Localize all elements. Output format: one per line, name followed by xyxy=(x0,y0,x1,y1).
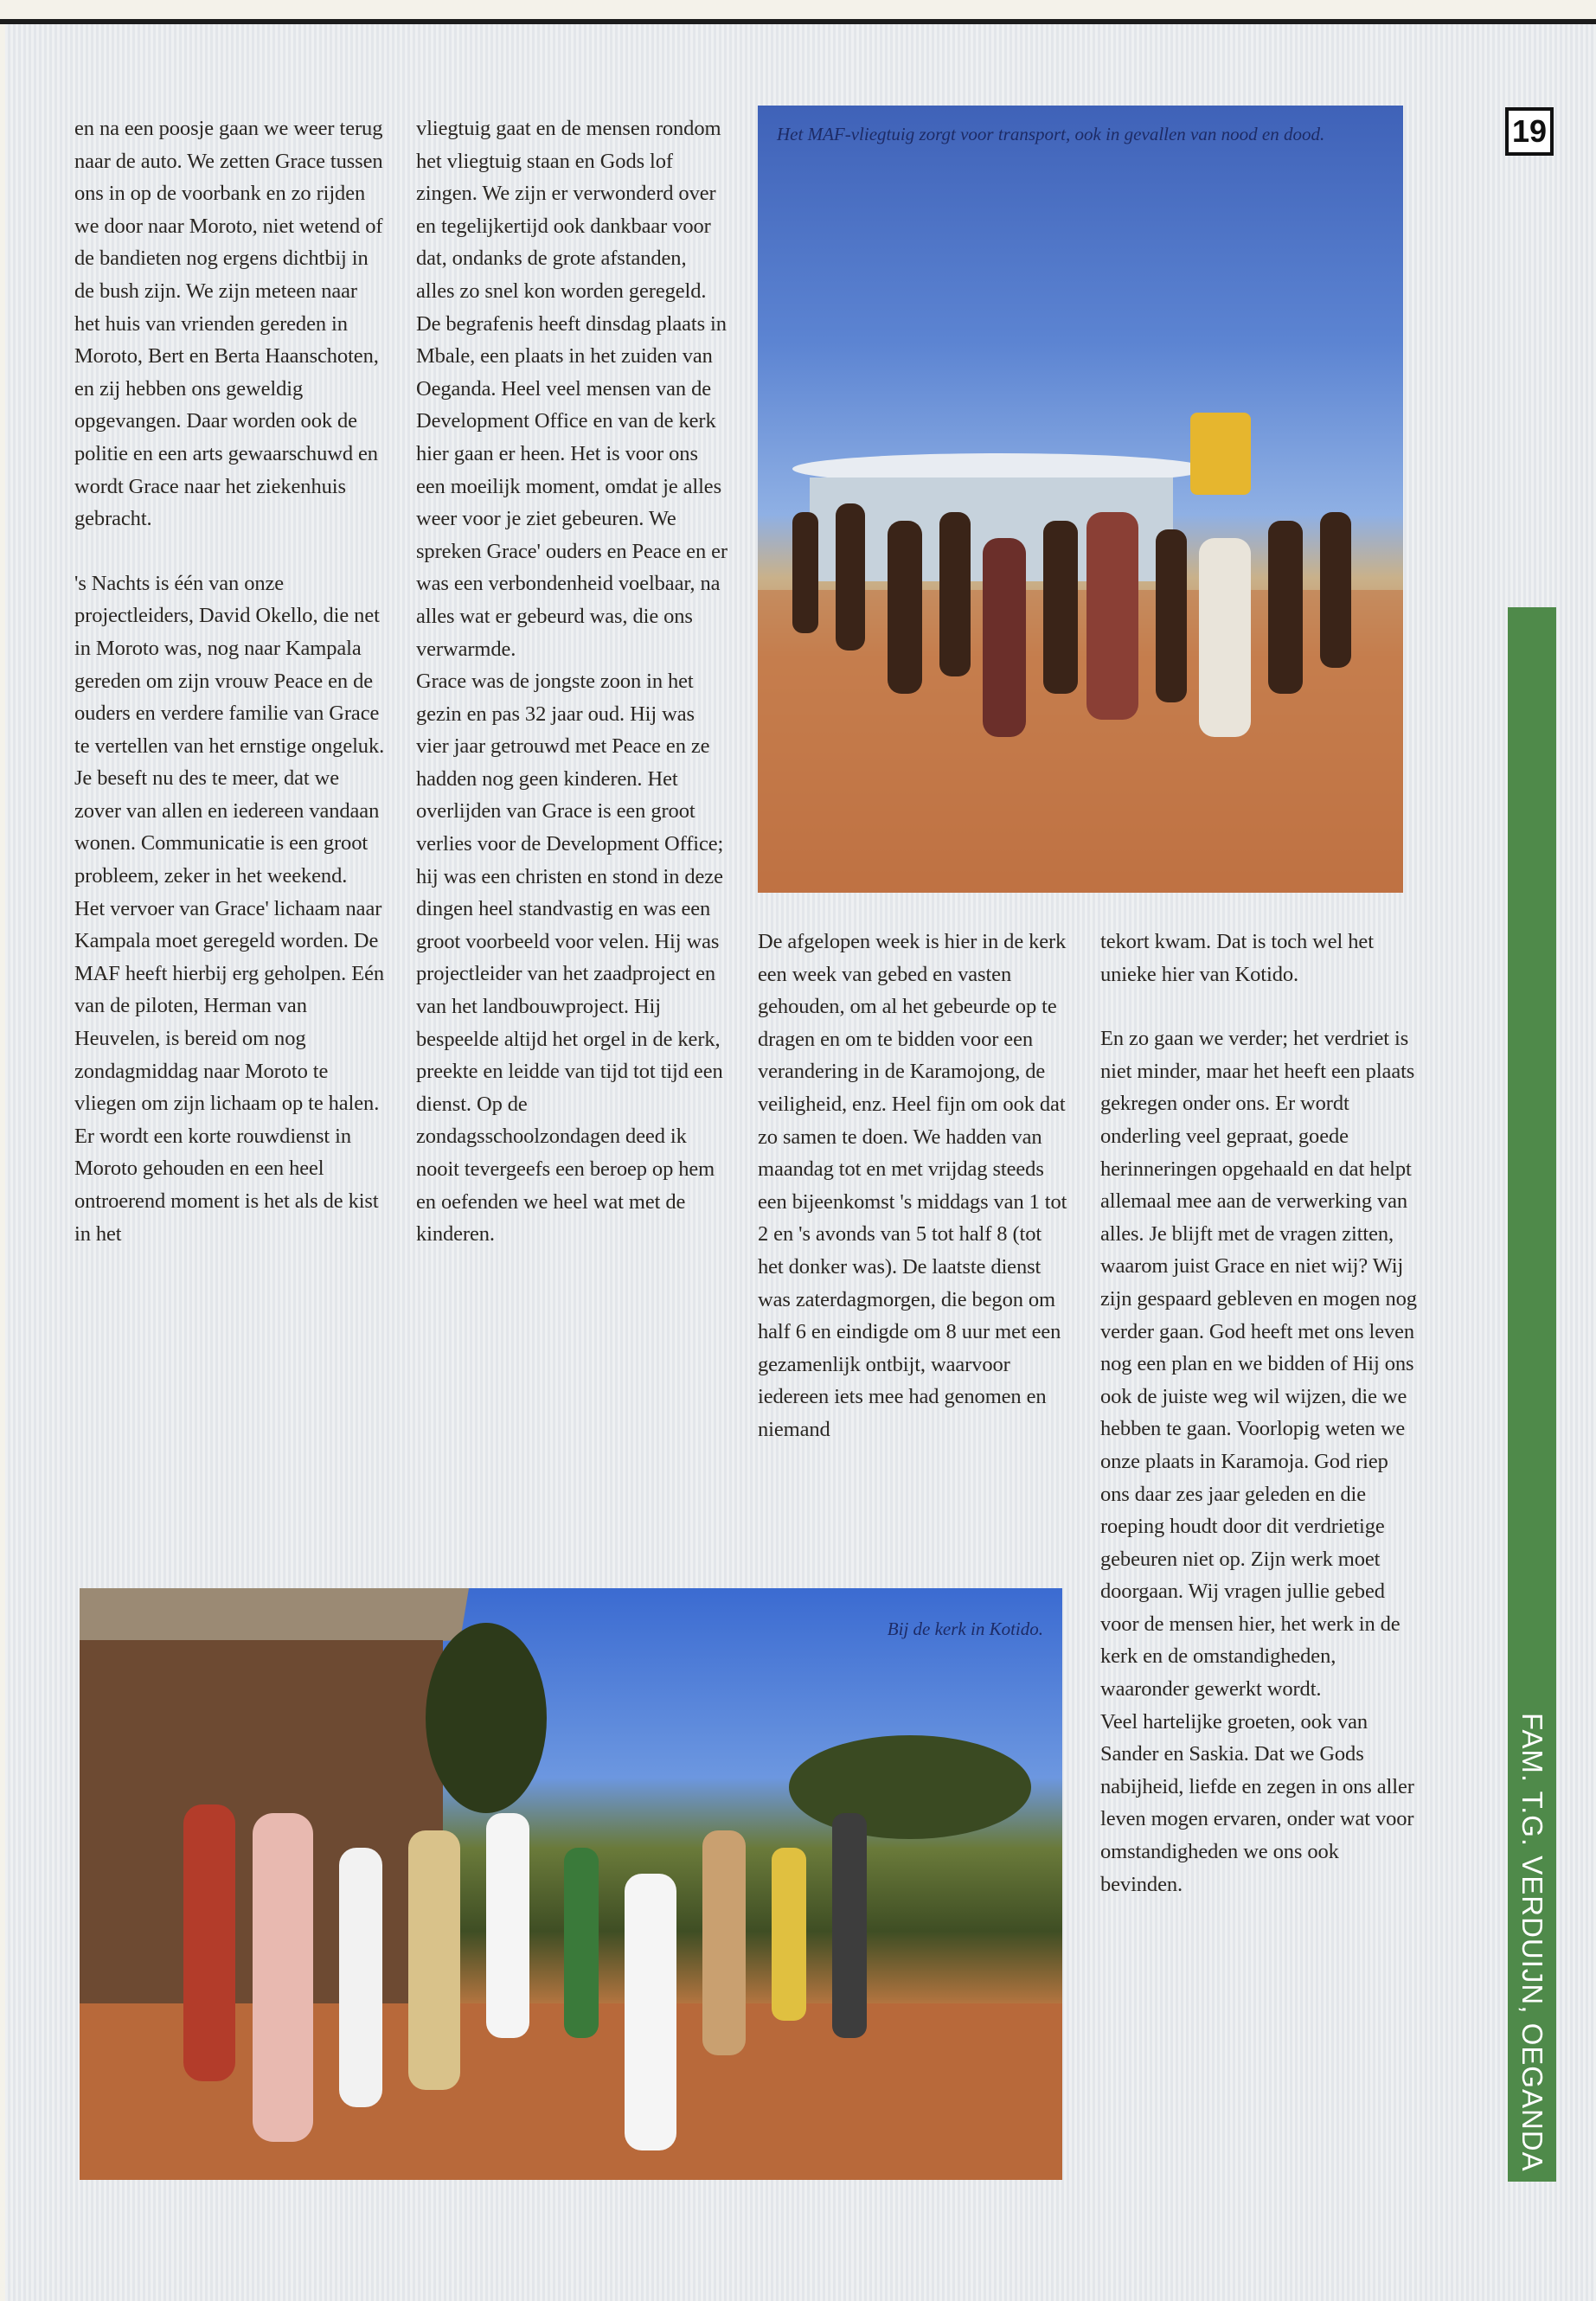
text-column-4 xyxy=(1100,926,1420,1900)
church-photo xyxy=(80,1588,1062,2180)
paragraph: Grace was de jongste zoon in het gezin en pas 32 jaar oud. Hij was vier jaar getrouwd met Peace en ze hadden nog geen kinderen. Het overlijden van Grace is een groot verlies voor de Development Office; hij was een christen en stond in deze dingen heel standvastig en was een groot voorbeeld voor velen. Hij was projectleider van het zaadproject en van het landbouwproject. Hij bespeelde altijd het orgel in de kerk, preekte en leidde van tijd tot tijd een dienst. Op de zondagsschoolzondagen deed ik nooit tevergeefs een beroep op hem en oefenden we heel wat met de kinderen. xyxy=(416,670,724,1247)
page-number: 19 xyxy=(1505,107,1554,156)
sidebar-label: FAM. T.G. VERDUIJN, OEGANDA xyxy=(1516,1713,1548,2172)
text-column-2 xyxy=(416,112,727,1251)
paragraph: En zo gaan we verder; het verdriet is niet minder, maar het heeft een plaats gekregen onder ons. Er wordt onderling veel gepraat, goede herinneringen opgehaald en dat helpt allemaal mee aan de verwerking van alles. Je blijft met de vragen zitten, waarom juist Grace en niet wij? Wij zijn gespaard gebleven en mogen nog verder gaan. God heeft met ons leven nog een plan en we bidden of Hij ons ook de juiste weg wil wijzen, die we hebben te gaan. Voorlopig weten we onze plaats in Karamoja. God riep ons daar zes jaar geleden en die roeping houdt door dit verdrietige gebeuren niet op. Zijn werk moet doorgaan. Wij vragen jullie gebed voor de mensen hier, het werk in de kerk en de omstandigheden, waaronder gewerkt wordt. xyxy=(1100,1027,1417,1702)
scan-top-edge xyxy=(0,0,1596,24)
text-column-3 xyxy=(758,926,1069,1446)
paragraph: tekort kwam. Dat is toch wel het unieke hier van Kotido. xyxy=(1100,930,1374,986)
text-column-1 xyxy=(74,112,386,1250)
paragraph: Veel hartelijke groeten, ook van Sander en Saskia. Dat we Gods nabijheid, liefde en zegen in ons aller leven mogen ervaren, onder wat voor omstandigheden we ons ook bevinden. xyxy=(1100,1709,1414,1896)
paragraph: Het vervoer van Grace' lichaam naar Kampala moet geregeld worden. De MAF heeft hierbij erg geholpen. Eén van de piloten, Herman van Heuvelen, is bereid om nog zondagmiddag naar Moroto te vliegen om zijn lichaam op te halen. xyxy=(74,896,385,1116)
paragraph: vliegtuig gaat en de mensen rondom het vliegtuig staan en Gods lof zingen. We zijn er verwonderd over en tegelijkertijd ook dankbaar voor dat, ondanks de grote afstanden, alles zo snel kon worden geregeld. xyxy=(416,117,721,303)
plane-photo-caption: Het MAF-vliegtuig zorgt voor transport, ook in gevallen van nood en dood. xyxy=(777,124,1325,144)
plane-photo-illustration xyxy=(758,106,1403,893)
church-photo-illustration xyxy=(80,1588,1062,2180)
church-photo-caption: Bij de kerk in Kotido. xyxy=(887,1618,1043,1639)
paragraph: De begrafenis heeft dinsdag plaats in Mbale, een plaats in het zuiden van Oeganda. Heel veel mensen van de Development Office en van de kerk hier gaan er heen. Het is voor ons een moeilijk moment, omdat je alles weer voor je ziet gebeuren. We spreken Grace' ouders en Peace en er was een verbondenheid voelbaar, na alles wat er gebeurd was, die ons verwarmde. xyxy=(416,311,727,661)
plane-photo xyxy=(758,106,1403,893)
paragraph: Er wordt een korte rouwdienst in Moroto gehouden en een heel ontroerend moment is het als de kist in het xyxy=(74,1124,379,1246)
paragraph: en na een poosje gaan we weer terug naar de auto. We zetten Grace tussen ons in op de voorbank en zo rijden we door naar Moroto, niet wetend of de bandieten nog ergens dichtbij in de bush zijn. We zijn meteen naar het huis van vrienden gereden in Moroto, Bert en Berta Haanschoten, en zij hebben ons geweldig opgevangen. Daar worden ook de politie en een arts gewaarschuwd en wordt Grace naar het ziekenhuis gebracht. xyxy=(74,117,383,531)
paragraph: De afgelopen week is hier in de kerk een week van gebed en vasten gehouden, om al het gebeurde op te dragen en om te bidden voor een verandering in de Karamojong, de veiligheid, enz. Heel fijn om ook dat zo samen te doen. We hadden van maandag tot en met vrijdag steeds een bijeenkomst 's middags van 1 tot 2 en 's avonds van 5 tot half 8 (tot het donker was). De laatste dienst was zaterdagmorgen, die begon om half 6 en eindigde om 8 uur met een gezamenlijk ontbijt, waarvoor iedereen iets mee had genomen en niemand xyxy=(758,930,1067,1441)
paragraph: 's Nachts is één van onze projectleiders, David Okello, die net in Moroto was, nog naar Kampala gereden om zijn vrouw Peace en de ouders en verdere familie van Grace te vertellen van het ernstige ongeluk. Je beseft nu des te meer, dat we zover van allen en iedereen vandaan wonen. Communicatie is een groot probleem, zeker in het weekend. xyxy=(74,571,385,888)
